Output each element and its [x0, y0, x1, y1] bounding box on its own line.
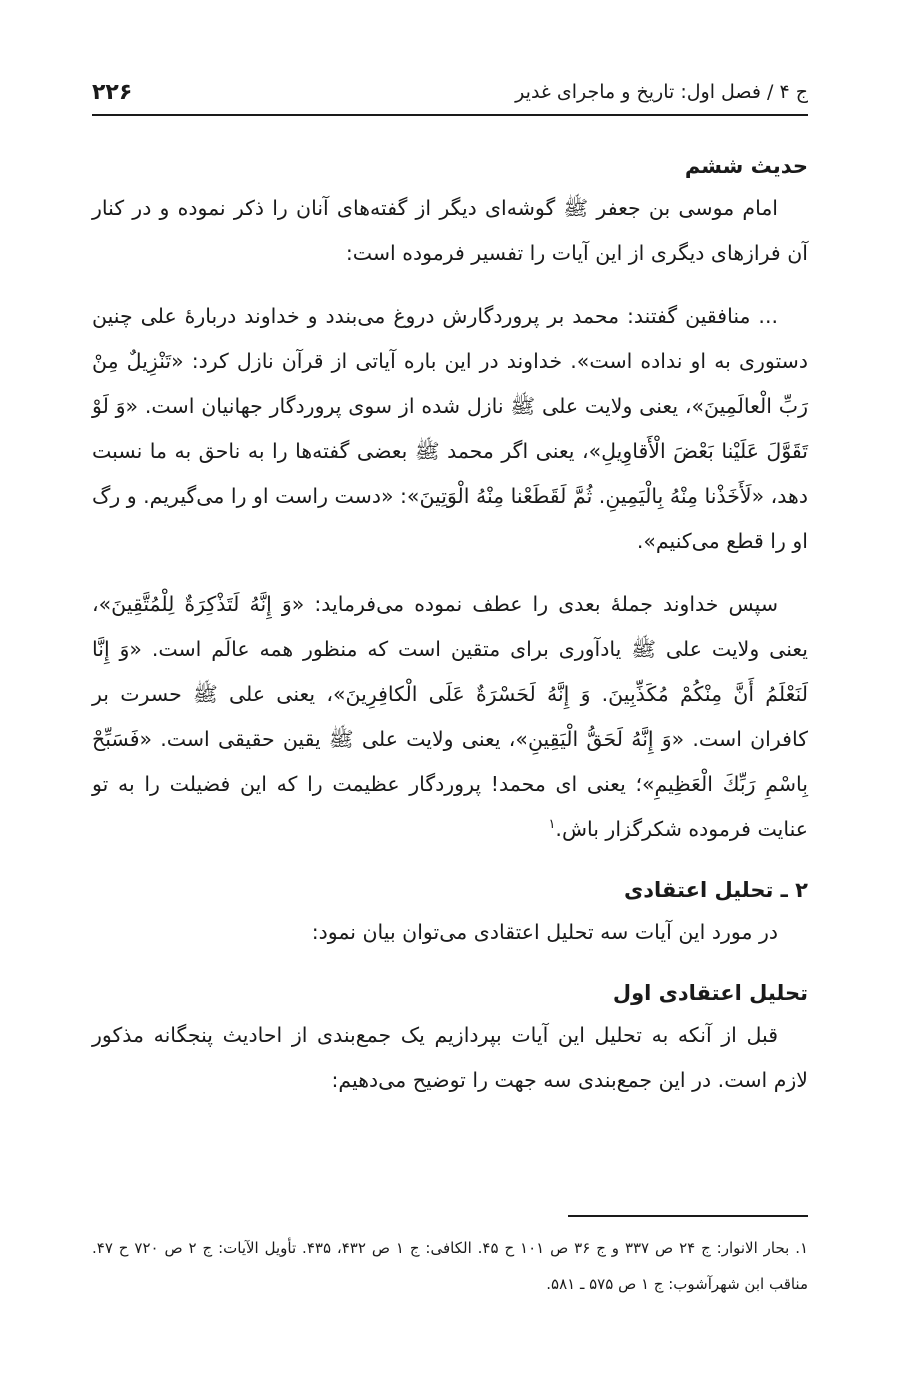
running-title: ج ۴ / فصل اول: تاریخ و ماجرای غدیر: [515, 81, 808, 103]
page-header: [92, 70, 808, 116]
paragraph-first-analysis: قبل از آنکه به تحلیل این آیات بپردازیم یک جمع‌بندی از احادیث پنجگانه مذکور لازم است. در این جمع‌بندی سه جهت را توضیح می‌دهیم:: [92, 1023, 808, 1092]
section-heading-doctrinal-analysis: ۲ ـ تحلیل اعتقادی: [624, 878, 808, 902]
paragraph-intro: امام موسی بن جعفر ﷺ گوشه‌ای دیگر از گفته‌های آنان را ذکر نموده و در کنار آن فرازهای دیگری از این آیات را تفسیر فرموده است:: [92, 196, 808, 265]
footnotes: [92, 1230, 808, 1302]
paragraph-verses-commentary: [92, 582, 808, 852]
footnote-divider: [568, 1215, 808, 1217]
paragraph-verses-text: سپس خداوند جملهٔ بعدی را عطف نموده می‌فرماید: «وَ إِنَّهُ لَتَذْكِرَةٌ لِلْمُتَّقِينَ»، یعنی ولایت علی ﷺ یادآوری برای متقین است که منظور همه عالَم است. «وَ إِنَّا لَنَعْلَمُ أَنَّ مِنْكُمْ مُكَذِّبِينَ. وَ إِنَّهُ لَحَسْرَةٌ عَلَى الْكافِرِينَ»، یعنی علی ﷺ حسرت بر کافران است. «وَ إِنَّهُ لَحَقُّ الْيَقِينِ»، یعنی ولایت علی ﷺ یقین حقیقی است. «فَسَبِّحْ بِاسْمِ رَبِّكَ الْعَظِيمِ»؛ یعنی ای محمد! پروردگار عظیمت را که این فضیلت را به تو عنایت فرموده شکرگزار باش.: [92, 592, 808, 841]
section-heading-hadith-6: حدیث ششم: [684, 154, 808, 178]
paragraph-analysis-intro: در مورد این آیات سه تحلیل اعتقادی می‌توان بیان نمود:: [311, 920, 778, 944]
paragraph-hypocrites-quote: ... منافقین گفتند: محمد بر پروردگارش دروغ می‌بندد و خداوند دربارهٔ علی چنین دستوری به او نداده است». خداوند در این باره آیاتی از قرآن نازل کرد: «تَنْزِيلٌ مِنْ رَبِّ الْعالَمِينَ»، یعنی ولایت علی ﷺ نازل شده از سوی پروردگار جهانیان است. «وَ لَوْ تَقَوَّلَ عَلَيْنا بَعْضَ الْأَقاوِيلِ»، یعنی اگر محمد ﷺ بعضی گفته‌ها را به ناحق به ما نسبت دهد، «لَأَخَذْنا مِنْهُ بِالْيَمِينِ. ثُمَّ لَقَطَعْنا مِنْهُ الْوَتِينَ»: «دست راست او را می‌گیریم. و رگ او را قطع می‌کنیم».: [91, 304, 808, 553]
section-heading-first-analysis: تحلیل اعتقادی اول: [612, 981, 808, 1005]
page-number: ۲۲۶: [92, 79, 133, 105]
footnote-1: ۱. بحار الانوار: ج ۲۴ ص ۳۳۷ و ج ۳۶ ص ۱۰۱ ح ۴۵. الکافی: ج ۱ ص ۴۳۲، ۴۳۵. تأویل الآیات: ج ۲ ص ۷۲۰ ح ۴۷. مناقب ابن شهرآشوب: ج ۱ ص ۵۷۵ ـ ۵۸۱.: [92, 1239, 809, 1293]
main-content: [92, 146, 808, 1103]
footnote-reference: ۱: [548, 817, 556, 833]
